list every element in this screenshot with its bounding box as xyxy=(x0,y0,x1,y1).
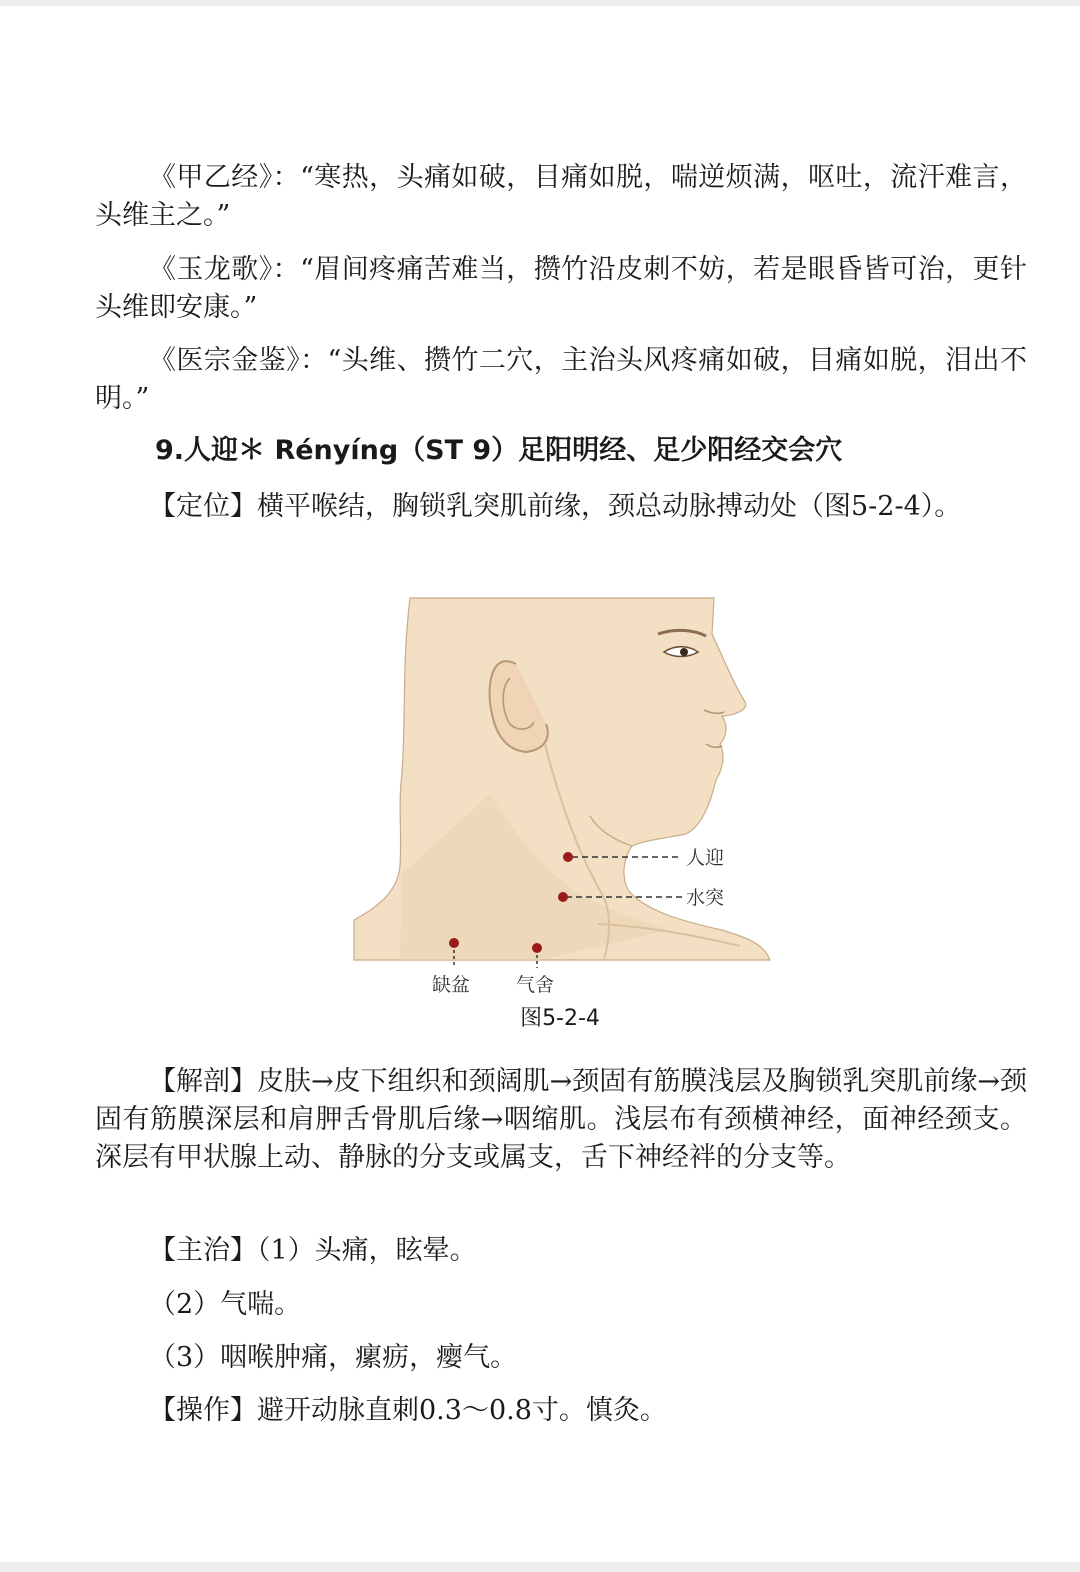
quote-yizongjinjian: 《医宗金鉴》：“头维、攒竹二穴，主治头风疼痛如破，目痛如脱，泪出不明。” xyxy=(95,345,1027,414)
indication-2: （2）气喘。 xyxy=(149,1289,302,1320)
label-shuitu: 水突 xyxy=(686,887,725,909)
figure-caption: 图5-2-4 xyxy=(520,1006,600,1031)
quepen-point xyxy=(449,938,459,948)
shuitu-point xyxy=(558,892,568,902)
renying-point xyxy=(563,852,573,862)
label-renying: 人迎 xyxy=(686,847,725,869)
section-heading-renying: 9.人迎＊ Rényíng（ST 9）足阳明经、足少阳经交会穴 xyxy=(155,435,843,466)
label-quepen: 缺盆 xyxy=(432,974,471,996)
label-qishe: 气舍 xyxy=(516,974,555,996)
pupil xyxy=(680,648,688,656)
neck-acupoint-figure xyxy=(340,594,780,1004)
indication-3: （3）咽喉肿痛，瘰疬，瘿气。 xyxy=(149,1342,518,1373)
quote-yulongge: 《玉龙歌》：“眉间疼痛苦难当，攒竹沿皮刺不妨，若是眼昏皆可治，更针头维即安康。” xyxy=(95,254,1027,323)
qishe-point xyxy=(532,943,542,953)
indication-1: 【主治】（1）头痛，眩晕。 xyxy=(149,1235,477,1266)
location-paragraph: 【定位】横平喉结，胸锁乳突肌前缘，颈总动脉搏动处（图5-2-4）。 xyxy=(149,491,962,522)
quote-jiayijing: 《甲乙经》：“寒热，头痛如破，目痛如脱，喘逆烦满，呕吐，流汗难言，头维主之。” xyxy=(95,162,1027,231)
anatomy-paragraph: 【解剖】皮肤→皮下组织和颈阔肌→颈固有筋膜浅层及胸锁乳突肌前缘→颈固有筋膜深层和肩胛舌骨肌后缘→咽缩肌。浅层布有颈横神经，面神经颈支。深层有甲状腺上动、静脉的分支或属支，舌下神经袢的分支等。 xyxy=(95,1066,1027,1173)
document-page xyxy=(0,6,1080,1562)
neck-illustration xyxy=(340,594,780,1004)
operation-paragraph: 【操作】避开动脉直刺0.3～0.8寸。慎灸。 xyxy=(149,1395,667,1426)
